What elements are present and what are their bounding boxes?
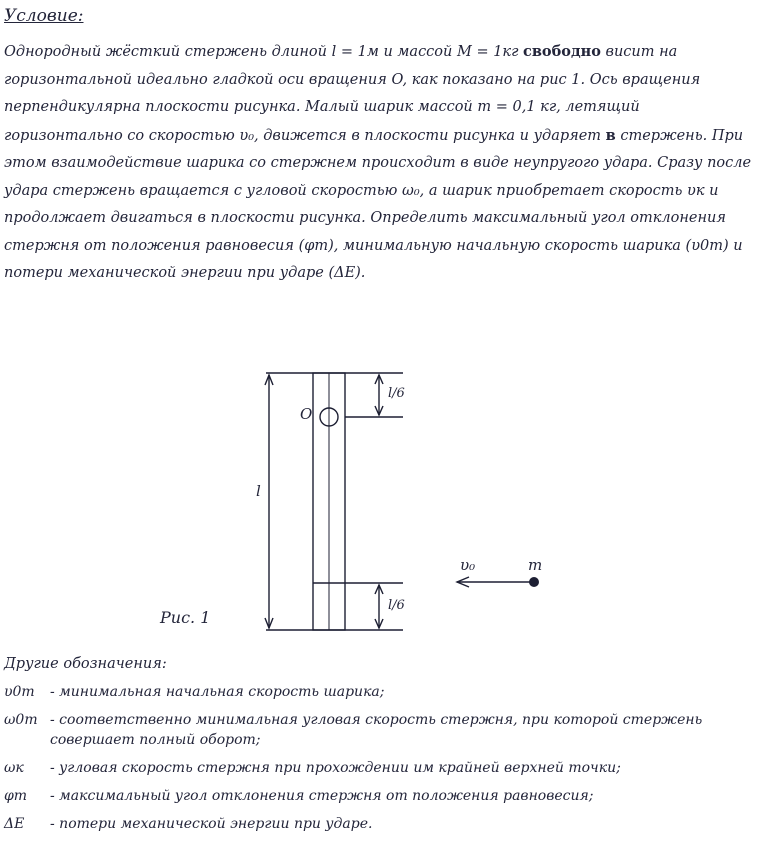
notation-text: - потери механической энергии при ударе. [50,816,373,832]
statement-bold-1: свободно [523,43,601,60]
axis-label: O [300,405,313,423]
statement-bold-2: в [605,126,616,144]
figure-caption: Рис. 1 [160,608,211,627]
top-fraction-label: l/6 [388,386,405,401]
bottom-fraction-label: l/6 [388,598,405,613]
statement-part-1: Однородный жёсткий стержень длиной l = 1м и массой M = 1кг [4,44,524,60]
notation-list [4,682,759,842]
notation-symbol: ΔE [4,816,25,832]
ball [529,577,539,587]
notation-symbol: ωк [4,760,24,776]
notation-item [4,758,759,778]
problem-statement [4,38,756,288]
length-arrow-bottom [265,618,273,628]
rod [313,373,345,630]
notation-text: - максимальный угол отклонения стержня от положения равновесия; [50,788,594,804]
notation-item [4,786,759,806]
mass-label: m [528,556,543,574]
condition-heading: Условие: [4,6,84,26]
notation-item [4,682,759,702]
notation-text: - минимальная начальная скорость шарика; [50,684,385,700]
other-notation-title: Другие обозначения: [4,656,167,672]
notation-text: - соответственно минимальная угловая скорость стержня, при которой стержень совершает полный оборот; [50,712,703,748]
velocity-label: υ₀ [460,556,476,574]
statement-part-3: стержень. При этом взаимодействие шарика со стержнем происходит в виде неупругого удара. Сразу после удара стержень вращается с угловой скоростью ω₀, а шарик приобретает скорость υк и продолжает двигаться в плоскости рисунка. Определить максимальный угол отклонения стержня от положения равновесия (φm), минимальную начальную скорость шарика (υ0m) и потери механической энергии при ударе (ΔE). [4,127,752,281]
length-label: l [256,482,261,500]
notation-symbol: υ0m [4,684,35,700]
notation-symbol: φm [4,788,28,804]
axis-circle [320,408,338,426]
notation-item [4,710,759,750]
notation-text: - угловая скорость стержня при прохождении им крайней верхней точки; [50,760,621,776]
statement-part-2: висит на горизонтальной идеально гладкой оси вращения O, как показано на рис 1. Ось вращения перпендикулярна плоскости рисунка. Малый шарик массой m = 0,1 кг, летящий горизонтально со скоростью υ₀, движется в плоскости рисунка и ударяет [4,44,701,144]
notation-item [4,814,759,834]
notation-symbol: ω0m [4,712,38,728]
length-arrow-top [265,375,273,385]
